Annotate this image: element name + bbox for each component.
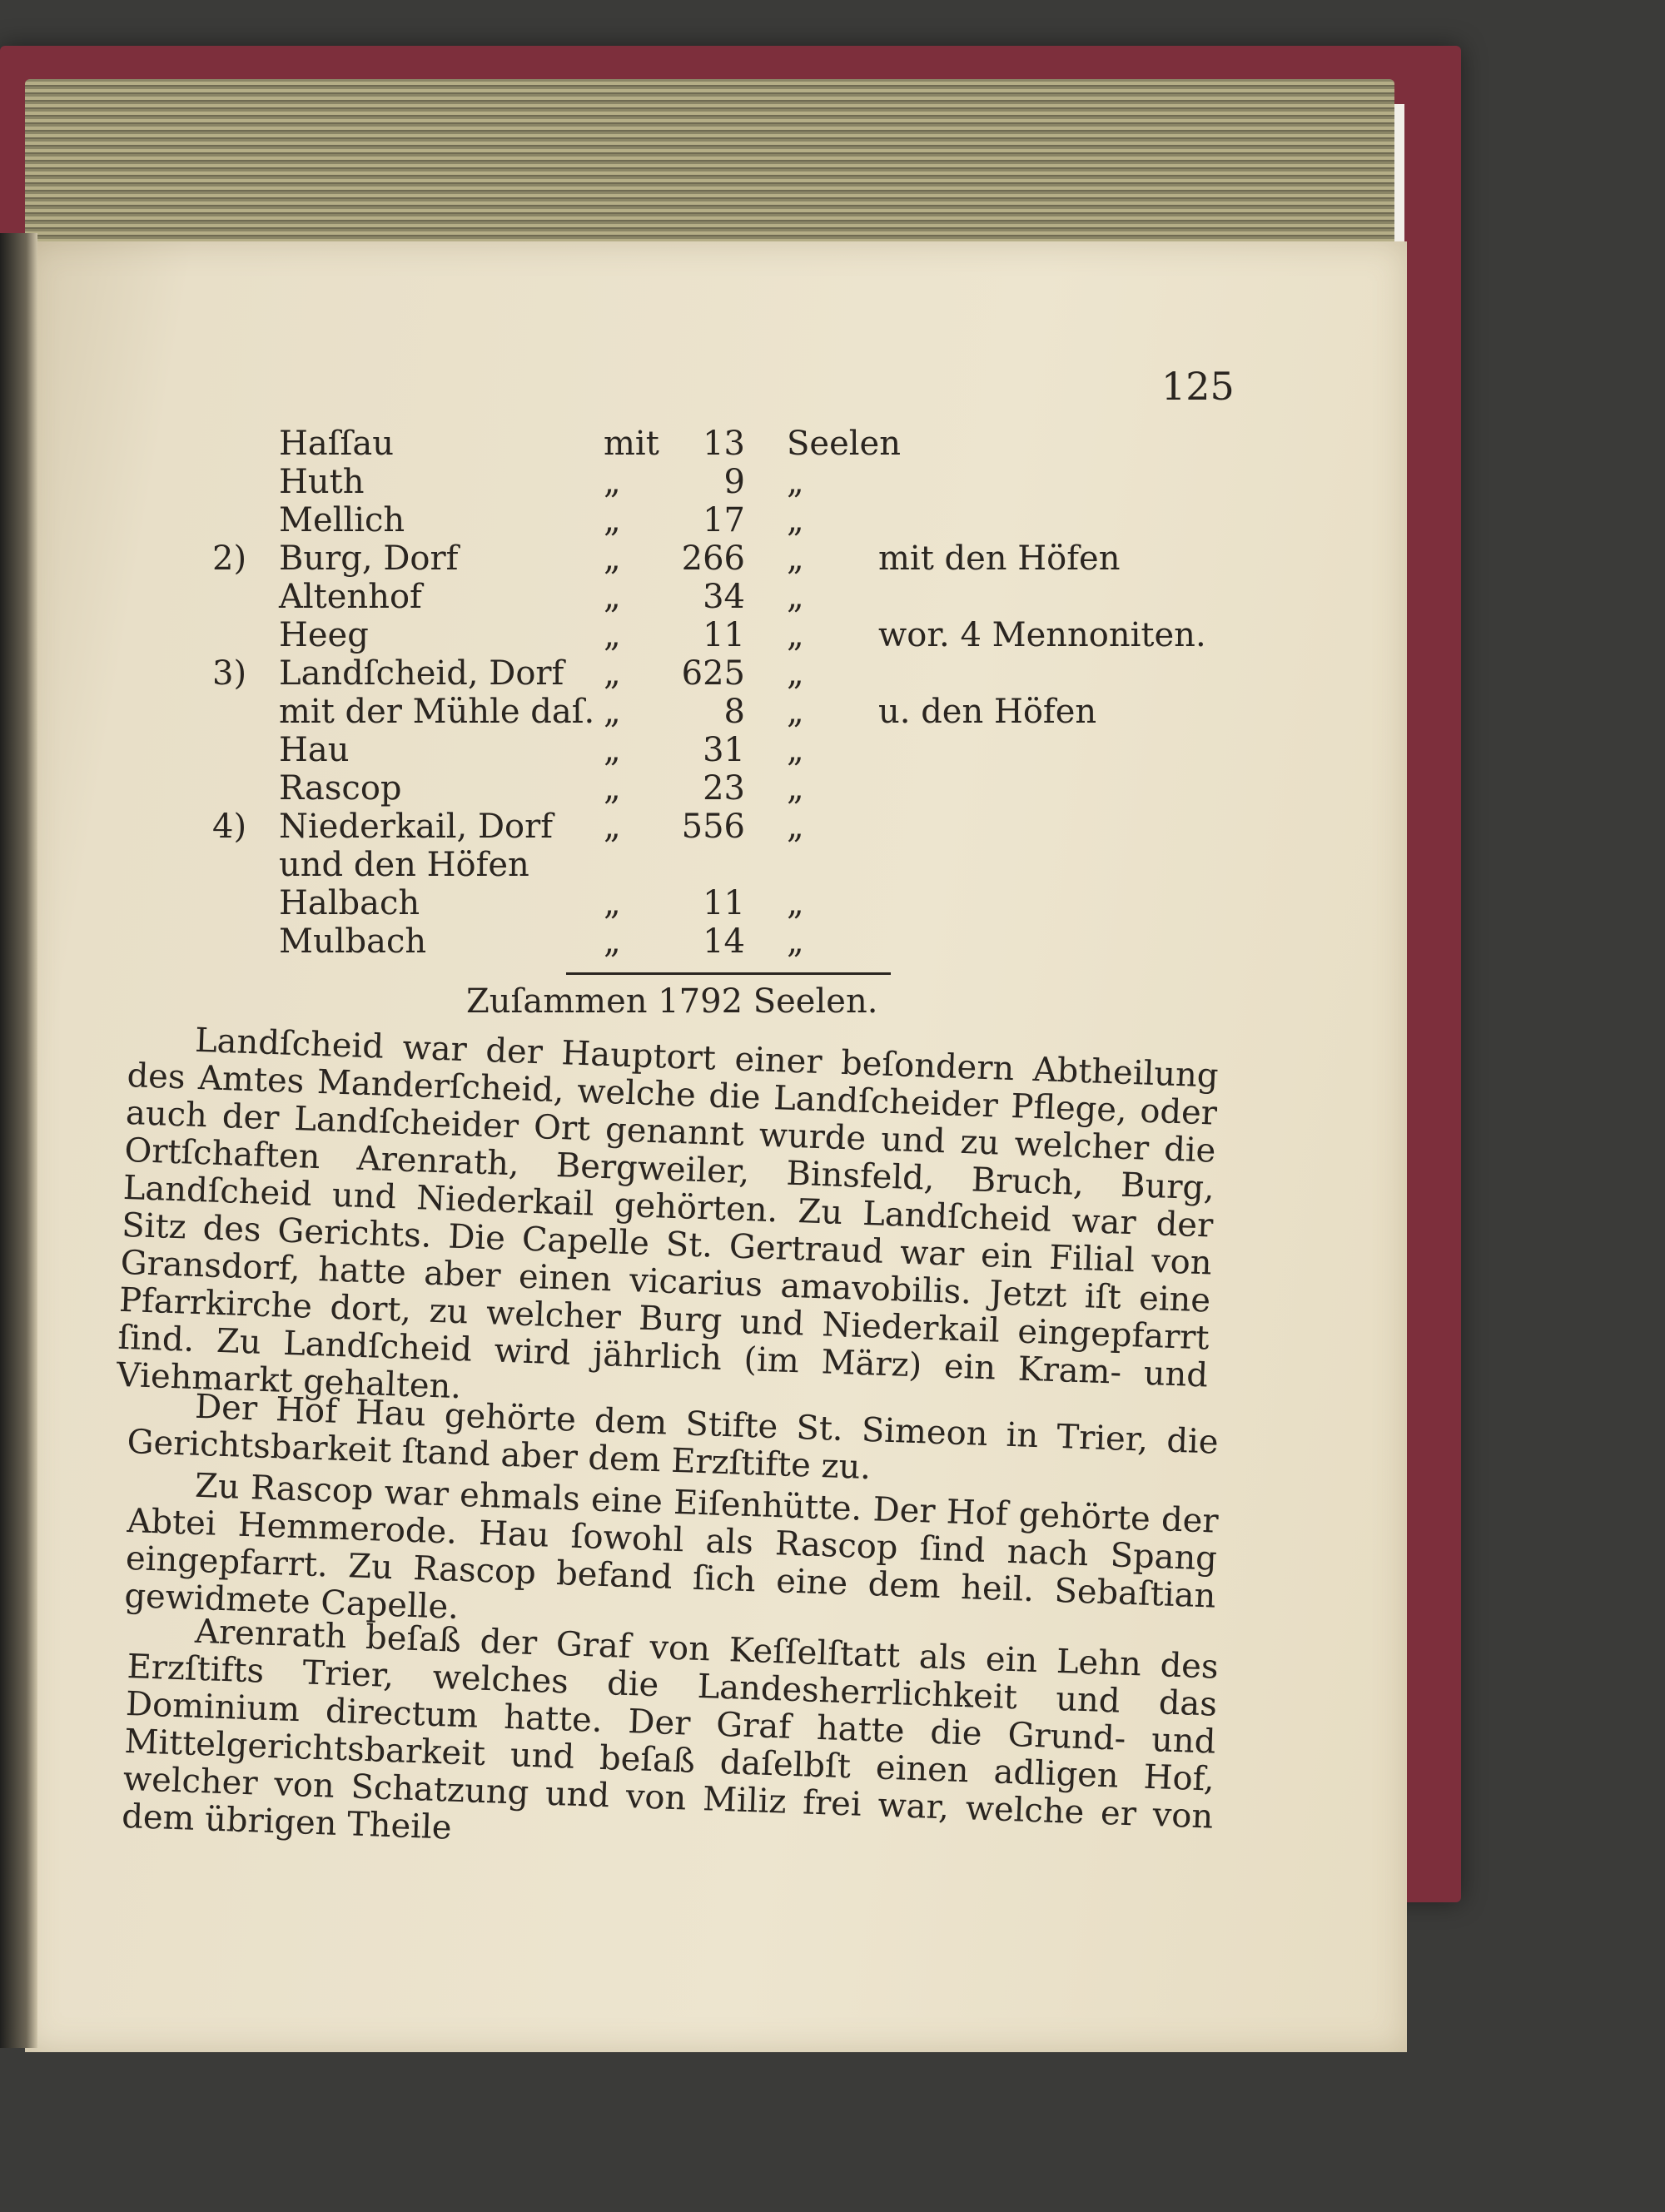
soul-count: 9 [723, 463, 745, 501]
mit-label: „ [604, 654, 621, 693]
paragraph-1 [116, 1020, 1219, 1432]
entry-number: 4) [212, 808, 247, 846]
row-note: wor. 4 Mennoniten. [878, 616, 1206, 654]
row-note: u. den Höfen [878, 693, 1097, 731]
unit-label: „ [787, 616, 804, 654]
soul-count: 23 [703, 769, 745, 808]
paragraph-text: Zu Rascop war ehmals eine Eiſenhütte. Der Hof gehörte der Abtei Hemmerode. Hau ſowohl als Rascop ſind nach Spang eingepfarrt. Zu Rascop befand ſich eine dem heil. Sebaſtian gewidmete Capelle. [123, 1466, 1220, 1627]
place-name: Huth [279, 463, 365, 501]
mit-label: „ [604, 808, 621, 846]
mit-label: „ [604, 501, 621, 539]
row-note: mit den Höfen [878, 539, 1121, 578]
place-name: Burg, Dorf [279, 539, 459, 578]
page-number: 125 [1161, 364, 1235, 409]
paragraph-4 [122, 1611, 1220, 1874]
soul-count: 266 [681, 539, 745, 578]
unit-label: „ [787, 769, 804, 808]
soul-count: 14 [703, 922, 745, 961]
soul-count: 13 [703, 425, 745, 463]
mit-label: „ [604, 539, 621, 578]
place-name: Niederkail, Dorf [279, 808, 554, 846]
place-name: Haſſau [279, 425, 394, 463]
paragraph-text: Der Hof Hau gehörte dem Stifte St. Simeon in Trier, die Gerichtsbarkeit ſtand aber dem Erzſtifte zu. [126, 1387, 1220, 1488]
paragraph-text: Arenrath beſaß der Graf von Keſſelſtatt als ein Lehn des Erzſtifts Trier, welches die Landesherrlichkeit und das Dominium directum hatte. Der Graf hatte die Grund- und Mittelgerichtsbarkeit und beſaß daſelbſt einen adligen Hof, welcher von Schatzung und von Miliz frei war, welche er von dem übrigen Theile [121, 1612, 1220, 1847]
unit-label: „ [787, 539, 804, 578]
entry-number: 3) [212, 654, 247, 693]
soul-count: 17 [703, 501, 745, 539]
unit-label: Seelen [787, 425, 901, 463]
sum-rule [566, 972, 891, 975]
place-name: Landſcheid, Dorf [279, 654, 564, 693]
place-name: Halbach [279, 884, 420, 922]
mit-label: „ [604, 922, 621, 961]
mit-label: „ [604, 884, 621, 922]
mit-label: „ [604, 578, 621, 616]
mit-label: „ [604, 769, 621, 808]
mit-label: mit [604, 425, 659, 463]
unit-label: „ [787, 731, 804, 769]
paragraph-text: Landſcheid war der Hauptort einer beſondern Abtheilung des Amtes Manderſcheid, welche die Landſcheider Pflege, oder auch der Landſcheider Ort genannt wurde und zu welcher die Ortſchaften Arenrath, Bergweiler, Binsfeld, Bruch, Burg, Landſcheid und Niederkail gehörten. Zu Landſcheid war der Sitz des Gerichts. Die Capelle St. Gertraud war ein Filial von Gransdorf, hatte aber einen vicarius amavobilis. Jetzt iſt eine Pfarrkirche dort, zu welcher Burg und Niederkail eingepfarrt ſind. Zu Landſcheid wird jährlich (im März) ein Kram- und Viehmarkt gehalten. [116, 1021, 1220, 1407]
unit-label: „ [787, 578, 804, 616]
soul-count: 556 [681, 808, 745, 846]
unit-label: „ [787, 922, 804, 961]
unit-label: „ [787, 693, 804, 731]
place-name: Hau [279, 731, 350, 769]
place-name: mit der Mühle daſ. [279, 693, 595, 731]
unit-label: „ [787, 463, 804, 501]
mit-label: „ [604, 616, 621, 654]
spine-shadow [0, 233, 37, 2048]
mit-label: „ [604, 731, 621, 769]
place-name: Mulbach [279, 922, 427, 961]
mit-label: „ [604, 693, 621, 731]
entry-number: 2) [212, 539, 247, 578]
soul-count: 8 [723, 693, 745, 731]
place-name: Mellich [279, 501, 405, 539]
place-name: Heeg [279, 616, 369, 654]
mit-label: „ [604, 463, 621, 501]
place-name: und den Höfen [279, 846, 529, 884]
soul-count: 11 [703, 616, 745, 654]
unit-label: „ [787, 884, 804, 922]
soul-count: 11 [703, 884, 745, 922]
unit-label: „ [787, 654, 804, 693]
soul-count: 34 [703, 578, 745, 616]
soul-count: 31 [703, 731, 745, 769]
unit-label: „ [787, 808, 804, 846]
place-name: Altenhof [279, 578, 422, 616]
unit-label: „ [787, 501, 804, 539]
total-line: Zuſammen 1792 Seelen. [466, 982, 878, 1021]
place-name: Rascop [279, 769, 402, 808]
soul-count: 625 [681, 654, 745, 693]
